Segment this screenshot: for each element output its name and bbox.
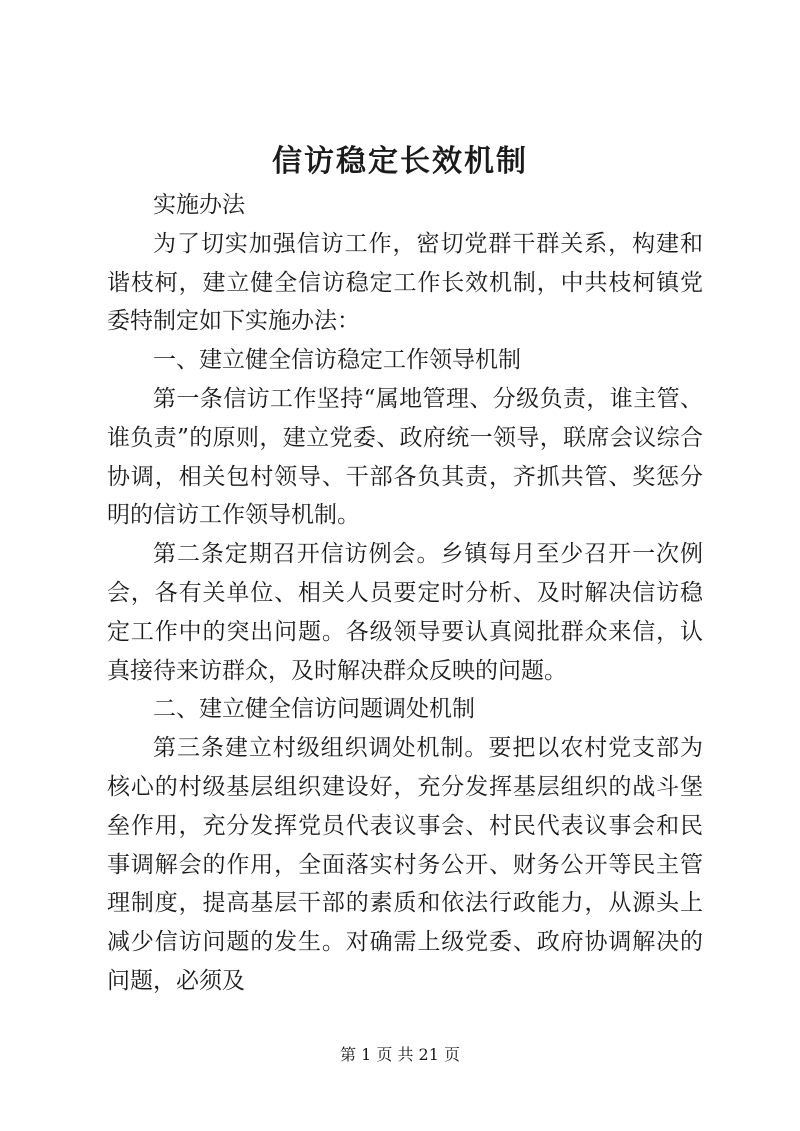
paragraph-intro: 为了切实加强信访工作，密切党群干群关系，构建和谐枝柯，建立健全信访稳定工作长效机制，中共枝柯镇党委特制定如下实施办法： — [107, 230, 703, 335]
section-heading-2: 二、建立健全信访问题调处机制 — [153, 696, 475, 723]
paragraph-subtitle: 实施办法 — [153, 192, 245, 218]
document-title: 信访稳定长效机制 — [272, 144, 528, 179]
document-body — [107, 186, 703, 1001]
paragraph-article-3: 第三条建立村级组织调处机制。要把以农村党支部为核心的村级基层组织建设好，充分发挥基层组织的战斗堡垒作用，充分发挥党员代表议事会、村民代表议事会和民事调解会的作用，全面落实村务公开、财务公开等民主管理制度，提高基层干部的素质和依法行政能力，从源头上减少信访问题的发生。对确需上级党委、政府协调解决的问题，必须及 — [107, 735, 703, 994]
page-footer: 第 1 页 共 21 页 — [340, 1045, 460, 1064]
section-heading-1: 一、建立健全信访稳定工作领导机制 — [153, 347, 521, 374]
paragraph-article-2: 第二条定期召开信访例会。乡镇每月至少召开一次例会，各有关单位、相关人员要定时分析、及时解决信访稳定工作中的突出问题。各级领导要认真阅批群众来信，认真接待来访群众，及时解决群众反映的问题。 — [107, 541, 703, 684]
paragraph-article-1: 第一条信访工作坚持“属地管理、分级负责，谁主管、谁负责”的原则，建立党委、政府统一领导，联席会议综合协调，相关包村领导、干部各负其责，齐抓共管、奖惩分明的信访工作领导机制。 — [107, 385, 703, 529]
